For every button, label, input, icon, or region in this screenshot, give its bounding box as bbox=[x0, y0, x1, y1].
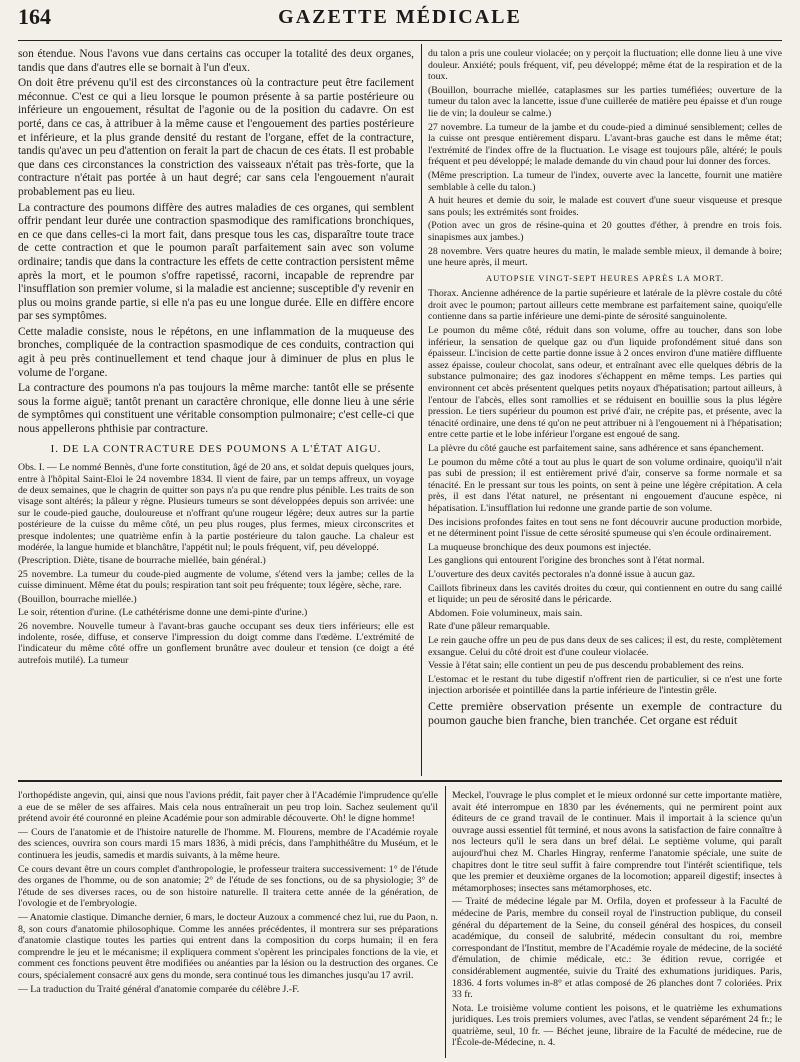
right-column bbox=[428, 48, 782, 773]
paragraph: (Potion avec un gros de résine-quina et 20 gouttes d'éther, à prendre en trois fois. sinapismes aux jambes.) bbox=[428, 220, 782, 243]
paragraph: Meckel, l'ouvrage le plus complet et le mieux ordonné sur cette importante matière, avait été interrompue en 1830 par les événements, qui ne permirent point aux éditeurs de ce grand travail de le continuer. Mais il importait à la science qu'un ouvrage aussi essentiel fût terminé, et nous avons la satisfaction de faire connaître à nos lecteurs qu'il le sera dans un bref délai. Le septième volume, qui paraît aujourd'hui chez M. Charles Hingray, renferme l'anatomie spéciale, une suite de chapitres dont le titre seul suffit à faire comprendre tout l'intérêt scientifique, tels que les premier et deuxième organes de la locomotion; appareil digestif; insectes à métamorphoses; insectes sans métamorphoses, etc. bbox=[452, 790, 782, 894]
case-paragraph: Le soir, rétention d'urine. (Le cathétérisme donne une demi-pinte d'urine.) bbox=[18, 607, 308, 619]
autopsy-paragraph: La muqueuse bronchique des deux poumons est injectée. bbox=[428, 541, 652, 553]
paragraph: — Anatomie clastique. Dimanche dernier, 6 mars, le docteur Auzoux a commencé chez lui, rue du Paon, n. 8, son cours d'anatomie philosophique. Comme les années précédentes, il montrera sur ses préparations d'anatomie clastique toutes les parties qui entrent dans la composition du corps humain; il en fera comprendre le jeu et le mécanisme; il expliquera comment s'opèrent les principales fonctions de la vie, et comment ces fonctions peuvent être modifiées ou anéanties par la lésion ou la destruction des organes. Ce cours, spécialement consacré aux gens du monde, sera continué tous les dimanches jusqu'au 17 avril. bbox=[18, 911, 438, 981]
page-title: GAZETTE MÉDICALE bbox=[278, 6, 522, 28]
page-header bbox=[18, 4, 782, 38]
bottom-column-divider bbox=[445, 786, 446, 1058]
paragraph: On doit être prévenu qu'il est des circonstances où la contracture peut être facilement méconnue. C'est ce qui a lieu lorsque le poumon présente à sa partie postérieure ou inférieure un engouement, résultat de l'agonie ou de la position du cadavre. On est porté, dans ce cas, à attribuer à la même cause et l'engouement des parties postérieure et inférieure, et la plus grande densité du restant de l'organe, effet de la contracture, tandis qu'avec un peu d'attention on ferait la part de chacun de ces états. Il est probable que dans ces circonstances la constriction des vaisseaux n'était pas très-forte, que la contracture n'était pas portée à un haut degré; car sans cela l'engouement n'aurait probablement pas eu lieu. bbox=[18, 77, 414, 198]
case-paragraph: 25 novembre. La tumeur du coude-pied augmente de volume, s'étend vers la jambe; celles de la cuisse diminuent. Même état du pouls; respiration tant soit peu fréquente; toux légère, sèche, rare. bbox=[18, 568, 414, 592]
paragraph: — La traduction du Traité général d'anatomie comparée du célèbre J.-F. bbox=[18, 983, 300, 995]
closing-paragraph: Cette première observation présente un exemple de contracture du poumon gauche bien franche, bien tranchée. Cet organe est réduit bbox=[428, 698, 782, 727]
paragraph: 27 novembre. La tumeur de la jambe et du coude-pied a diminué sensiblement; celles de la cuisse ont presque entièrement disparu. L'avant-bras gauche est dans le même état; l'extrémité de l'index offre de la fluctuation. Le visage est toujours pâle, altéré; le pouls fréquent et peu développé; le malade demande du vin chaud pour lui donner des forces. bbox=[428, 121, 782, 168]
paragraph: A huit heures et demie du soir, le malade est couvert d'une sueur visqueuse et presque sans pouls; les extrémités sont froides. bbox=[428, 195, 782, 218]
autopsy-paragraph: L'estomac et le restant du tube digestif n'offrent rien de particulier, si ce n'est une forte injection arborisée et pointillée dans la partie inférieure de l'intestin grêle. bbox=[428, 673, 782, 697]
paragraph: Ce cours devant être un cours complet d'anthropologie, le professeur traitera successivement: 1° de l'étude des organes de l'homme, ou de son anatomie; 2° de l'étude de ses fonctions, ou de sa physiologie; 3° de l'étude de ses diverses races, ou de son histoire naturelle. Il traitera cette année de la génération, de l'ovologie et de l'embryologie. bbox=[18, 863, 438, 910]
paragraph: La contracture des poumons diffère des autres maladies de ces organes, qui semblent offrir pendant leur durée une contraction spasmodique des ramifications bronchiques, en ce que dans celles-ci la mort fait, dans presque tous les cas, disparaître toute trace de cette contraction et que le poumon paraît parfaitement sain avec son volume ordinaire; tandis que dans la contracture les effets de cette contraction persistent même après la mort, et le poumon s'offre rapetissé, racorni, incapable de reprendre par l'insufflation son premier volume, si la maladie est ancienne; susceptible d'y revenir en plus ou moins grande partie, si elle n'a pas eu une longue durée. Elle en diffère encore par ses symptômes. bbox=[18, 201, 414, 323]
page-number: 164 bbox=[18, 4, 51, 29]
paragraph: La contracture des poumons n'a pas toujours la même marche: tantôt elle se présente sous la forme aiguë; tantôt prenant un caractère chronique, elle donne lieu à une série de symptômes qui constituent une véritable consomption pulmonaire; c'est celle-ci que nous appellerons phthisie par contracture. bbox=[18, 382, 414, 436]
bottom-right-column bbox=[452, 790, 782, 1058]
case-paragraph: (Bouillon, bourrache miellée.) bbox=[18, 593, 137, 605]
paragraph: du talon a pris une couleur violacée; on y perçoit la fluctuation; elle donne lieu à une vive douleur. Anxiété; pouls fréquent, vif, peu développé; même état de la respiration et de la toux. bbox=[428, 48, 782, 83]
case-paragraph: 26 novembre. Nouvelle tumeur à l'avant-bras gauche occupant ses deux tiers inférieurs; elle est indolente, rosée, diffuse, et conserve l'impression du doigt comme dans l'œdème. L'extrémité de l'indicateur du même côté offre un gonflement brunâtre avec douleur et tension (ce doigt a été autrefois mutilé). La tumeur bbox=[18, 620, 414, 666]
paragraph: Cette maladie consiste, nous le répétons, en une inflammation de la muqueuse des bronches, compliquée de la contraction spasmodique de ces conduits, contraction qui agit à peu près continuellement et tend chaque jour à diminuer de plus en plus le volume de l'organe. bbox=[18, 325, 414, 379]
autopsy-paragraph: Le poumon du même côté a tout au plus le quart de son volume ordinaire, quoiqu'il n'ait pas subi de pression; il est entièrement privé d'air, conserve sa forme normale et sa ténacité. En le pressant sur tous les points, on sent à peine une légère crépitation. A cela près, il est dans l'état naturel, ne présentant ni engouement d'aucune espèce, ni hépatisation. L'insufflation lui redonne une grande partie de son volume. bbox=[428, 456, 782, 514]
autopsy-paragraph: La plèvre du côté gauche est parfaitement saine, sans adhérence et sans épanchement. bbox=[428, 443, 764, 454]
column-divider bbox=[421, 44, 422, 776]
autopsy-paragraph: L'ouverture des deux cavités pectorales n'a donné issue à aucun gaz. bbox=[428, 568, 696, 580]
left-column bbox=[18, 48, 414, 768]
autopsy-paragraph: Des incisions profondes faites en tout sens ne font découvrir aucune production morbide, et ne déterminent point l'issue de cette sérosité spumeuse qui s'en écoule ordinairement. bbox=[428, 516, 782, 540]
bottom-rule bbox=[18, 780, 782, 782]
case-paragraph: (Prescription. Diète, tisane de bourrache miellée, bain général.) bbox=[18, 555, 266, 567]
paragraph: (Même prescription. La tumeur de l'index, ouverte avec la lancette, fournit une matière semblable à celle du talon.) bbox=[428, 169, 782, 193]
autopsy-paragraph: Abdomen. Foie volumineux, mais sain. bbox=[428, 607, 583, 619]
paragraph: — Cours de l'anatomie et de l'histoire naturelle de l'homme. M. Flourens, membre de l'Académie royale des sciences, ouvrira son cours mardi 15 mars 1836, à midi précis, dans l'amphithéâtre du Muséum, et le continuera les jeudis, samedis et mardis suivants, à la même heure. bbox=[18, 826, 438, 861]
autopsy-paragraph: Rate d'une pâleur remarquable. bbox=[428, 621, 550, 633]
paragraph: Nota. Le troisième volume contient les poisons, et le quatrième les exhumations juridiques. Les trois premiers volumes, avec l'atlas, se vendent séparément 24 fr.; le quatrième, seul, 10 fr. — Béchet jeune, libraire de la Faculté de médecine, rue de l'École-de-Médecine, n. 4. bbox=[452, 1002, 782, 1049]
autopsy-paragraph: Vessie à l'état sain; elle contient un peu de pus descendu probablement des reins. bbox=[428, 660, 744, 672]
paragraph: (Bouillon, bourrache miellée, cataplasmes sur les parties tuméfiées; ouverture de la tumeur du talon avec la lancette, issue d'une cuillerée de matière peu épaisse et d'un rouge lie de vin; la douleur se calme.) bbox=[428, 84, 782, 119]
bottom-left-column bbox=[18, 790, 438, 1058]
section-heading: I. DE LA CONTRACTURE DES POUMONS A L'ÉTAT AIGU. bbox=[50, 442, 382, 455]
paragraph: — Traité de médecine légale par M. Orfila, doyen et professeur à la Faculté de médecine de Paris, membre du conseil royal de l'instruction publique, du conseil général du département de la Seine, du conseil général des hospices, du conseil académique, du conseil de salubrité, médecin consultant du roi, membre correspondant de l'Institut, membre de l'Académie royale de médecine, de la société d'émulation, de chimie médicale, etc.: 3e édition revue, corrigée et considérablement augmentée, suivie du Traité des exhumations juridiques. Paris, 1836. 4 forts volumes in-8° et atlas composé de 26 planches dont 7 coloriées. Prix 33 fr. bbox=[452, 896, 782, 1001]
autopsy-paragraph: Les ganglions qui entourent l'origine des bronches sont à l'état normal. bbox=[428, 555, 705, 567]
paragraph: son étendue. Nous l'avons vue dans certains cas occuper la totalité des deux organes, tandis que dans d'autres elle se bornait à l'un d'eux. bbox=[18, 48, 414, 74]
paragraph: l'orthopédiste angevin, qui, ainsi que nous l'avions prédit, fait payer cher à l'Académie l'imprudence qu'elle a eue de se mêler de ses affaires. Mais cela nous entraînerait un peu trop loin. Sachez seulement qu'il prétend avoir été couronné en pleine Académie pour son admirable découverte. Oh! le digne homme! bbox=[18, 790, 438, 825]
paragraph: 28 novembre. Vers quatre heures du matin, le malade semble mieux, il demande à boire; une heure après, il meurt. bbox=[428, 245, 782, 269]
autopsy-paragraph: Le rein gauche offre un peu de pus dans deux de ses calices; il est, du reste, complètement exsangue. Celui du côté droit est d'une couleur violacée. bbox=[428, 634, 782, 658]
header-rule bbox=[18, 40, 782, 41]
autopsy-paragraph: Le poumon du même côté, réduit dans son volume, offre au toucher, dans son lobe inférieur, la sensation de quelque gaz ou d'un liquide profondément situé dans son épaisseur. L'incision de cette partie donne issue à 2 onces environ d'une matière diffluente assez épaisse, couleur chocolat, sans odeur, et entraînant avec elle quelques débris de la substance pulmonaire; des gaz inodores s'échappent en même temps. Les parties qui environnent cet abcès présentent quelques petits noyaux d'hépatisation; partout ailleurs, à l'entour de l'abcès, elles sont ramollies et se réduisent en bouillie sous la plus légère pression. Le tiers supérieur du poumon est privé d'air, ne crépite pas, et présente, avec la ténacité ordinaire, une dens té qu'on ne peut attribuer ni à l'engouement ni à l'hépatisation; entre cette partie et le lobe inférieur l'organe est engoué de sang. bbox=[428, 325, 782, 441]
autopsy-paragraph: Caillots fibrineux dans les cavités droites du cœur, qui contiennent en outre du sang caillé et liquide; un peu de sérosité dans le péricarde. bbox=[428, 582, 782, 606]
case-paragraph: Obs. I. — Le nommé Bennès, d'une forte constitution, âgé de 20 ans, et soldat depuis quelques jours, entre à l'hôpital Saint-Eloi le 24 novembre 1834. Il vient de faire, par un temps affreux, un voyage de deux semaines, que le chagrin de quitter son pays n'a pu que rendre plus pénible. Les traits de son visage sont altérés; la pâleur y règne. Plusieurs tumeurs se sont développées depuis son arrivée: une sur le coude-pied gauche, douloureuse et n'offrant qu'une rougeur légère; deux autres sur la partie postérieure de la cuisse du même côté, un peu plus rouges, plus fermes, mieux circonscrites et presque indolentes; une quatrième enfin à la partie postérieure du talon gauche. La chaleur est modérée, la langue humide et blanchâtre, l'appétit nul; le pouls fréquent, vif, peu développé. bbox=[18, 462, 414, 554]
autopsy-heading: AUTOPSIE VINGT-SEPT HEURES APRÈS LA MORT. bbox=[485, 272, 725, 283]
autopsy-paragraph: Thorax. Ancienne adhérence de la partie supérieure et latérale de la plèvre costale du côté droit avec le poumon; partout ailleurs cette membrane est parfaitement saine, quoiqu'elle contienne dans sa partie inférieure une demi-pinte de sérosité sanguinolente. bbox=[428, 288, 782, 323]
